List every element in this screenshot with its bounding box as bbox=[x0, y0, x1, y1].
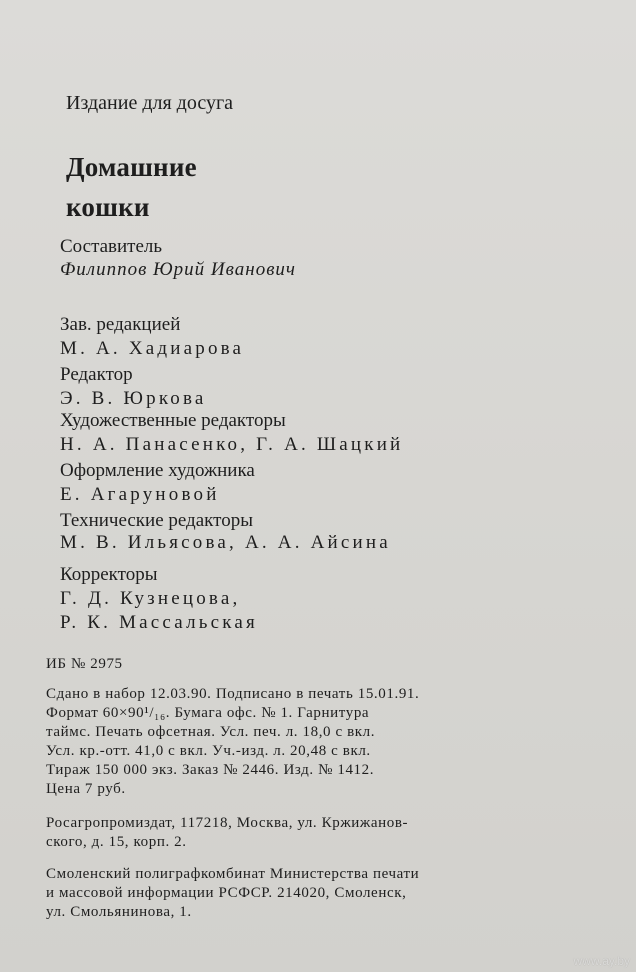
credit-name-design: Е. Агаруновой bbox=[60, 484, 220, 505]
ib-number: ИБ № 2975 bbox=[46, 656, 123, 672]
printer-line: и массовой информации РСФСР. 214020, Смоленск, bbox=[46, 885, 407, 901]
print-info-line: Формат 60×90¹/₁₆. Бумага офс. № 1. Гарнитура bbox=[46, 705, 370, 721]
credit-name-tech-editors: М. В. Ильясова, А. А. Айсина bbox=[60, 532, 391, 553]
printer-line: ул. Смольянинова, 1. bbox=[46, 904, 192, 920]
publisher-line: Росагропромиздат, 117218, Москва, ул. Кржижанов- bbox=[46, 815, 409, 831]
book-title-line-2: кошки bbox=[66, 192, 150, 222]
series-label: Издание для досуга bbox=[66, 92, 234, 114]
credit-label-chief-editor: Зав. редакцией bbox=[60, 314, 181, 335]
credit-label-editor: Редактор bbox=[60, 364, 133, 385]
credit-name-chief-editor: М. А. Хадиарова bbox=[60, 338, 245, 359]
credit-label-proofreaders: Корректоры bbox=[60, 564, 158, 585]
compiler-name: Филиппов Юрий Иванович bbox=[60, 259, 297, 280]
printer-line: Смоленский полиграфкомбинат Министерства печати bbox=[46, 866, 420, 882]
print-info-line: таймс. Печать офсетная. Усл. печ. л. 18,0 с вкл. bbox=[46, 724, 376, 740]
print-info-line: Усл. кр.-отт. 41,0 с вкл. Уч.-изд. л. 20,48 с вкл. bbox=[46, 743, 371, 759]
credit-label-art-editors: Художественные редакторы bbox=[60, 410, 286, 431]
print-info-line: Сдано в набор 12.03.90. Подписано в печать 15.01.91. bbox=[46, 686, 420, 702]
publisher-line: ского, д. 15, корп. 2. bbox=[46, 834, 187, 850]
book-title-line-1: Домашние bbox=[66, 152, 197, 182]
credit-name-art-editors: Н. А. Панасенко, Г. А. Шацкий bbox=[60, 434, 404, 455]
compiler-label: Составитель bbox=[60, 236, 163, 257]
site-watermark: www.ay.by bbox=[573, 954, 630, 968]
credit-label-design: Оформление художника bbox=[60, 460, 255, 481]
credit-name-proofreader-2: Р. К. Массальская bbox=[60, 612, 258, 633]
credit-label-tech-editors: Технические редакторы bbox=[60, 510, 253, 531]
print-info-line: Цена 7 руб. bbox=[46, 781, 126, 797]
credit-name-proofreader-1: Г. Д. Кузнецова, bbox=[60, 588, 241, 609]
print-info-line: Тираж 150 000 экз. Заказ № 2446. Изд. № 1412. bbox=[46, 762, 375, 778]
credit-name-editor: Э. В. Юркова bbox=[60, 388, 207, 409]
